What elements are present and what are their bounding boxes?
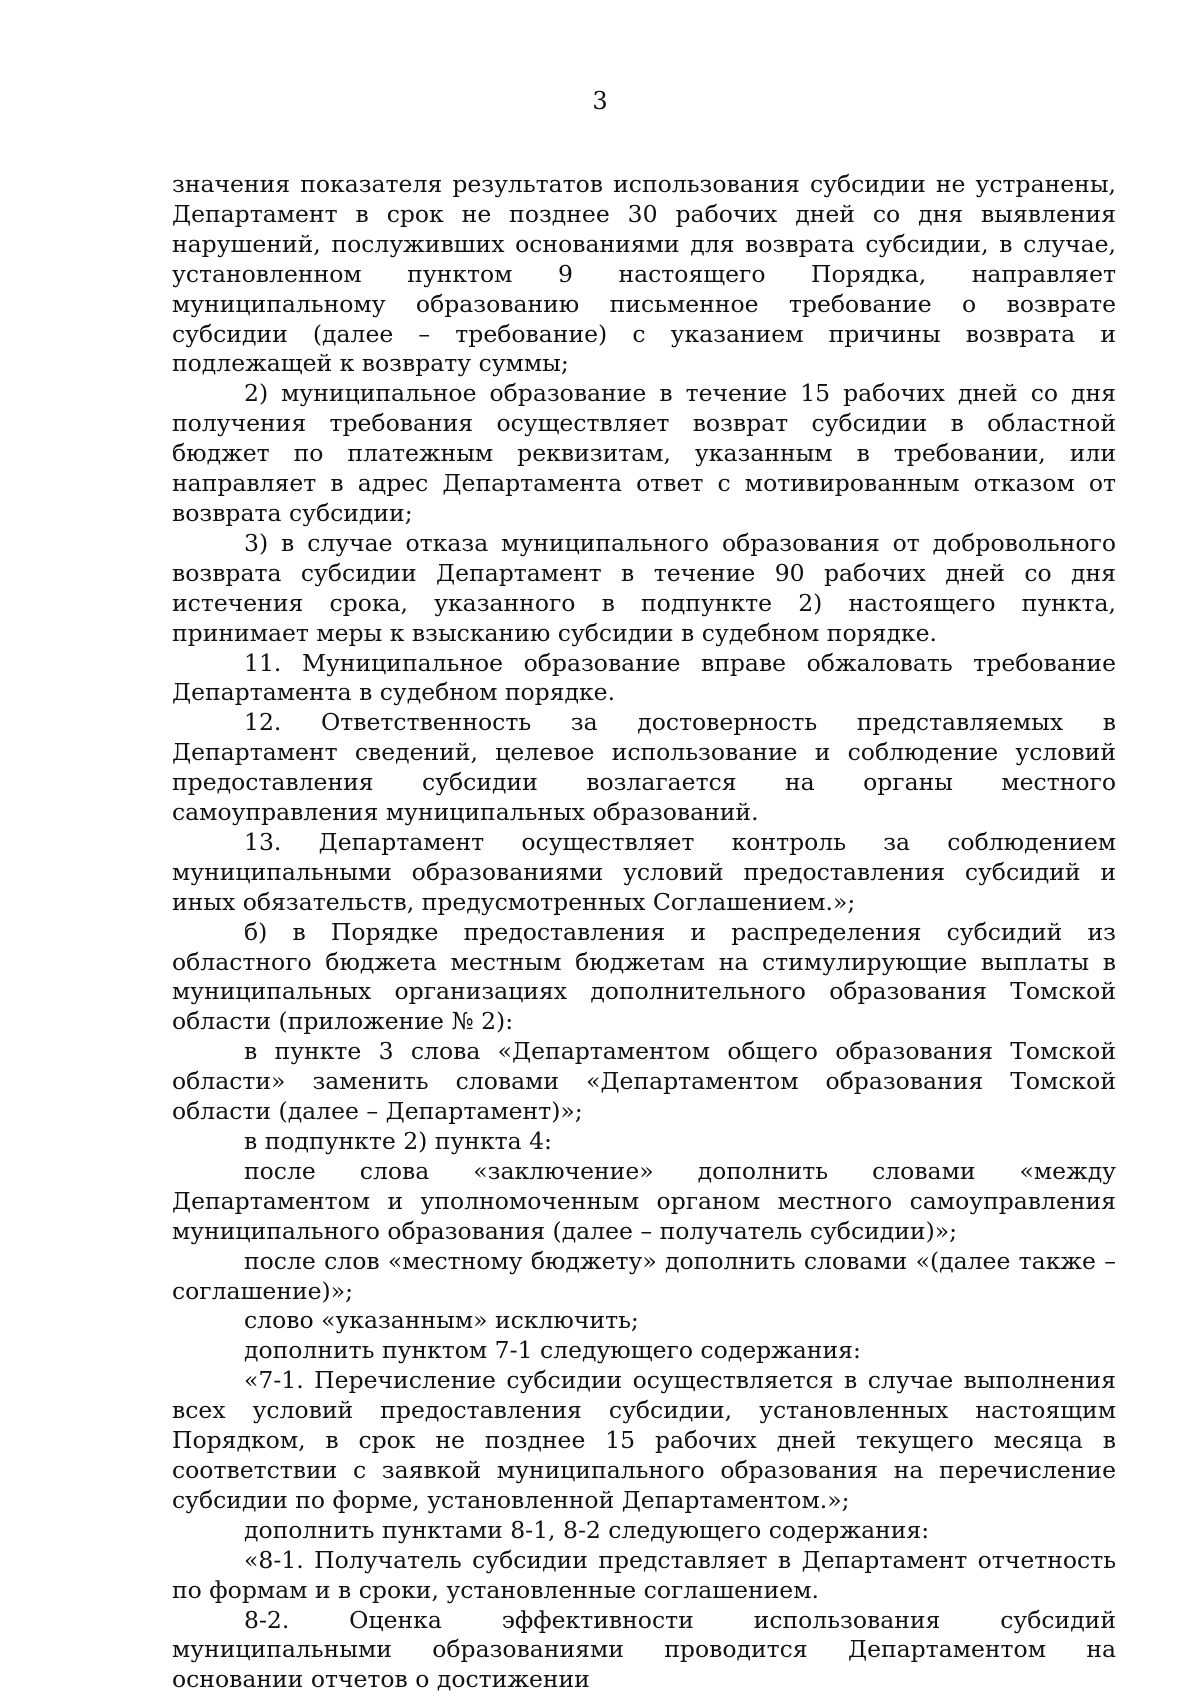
paragraph: после слова «заключение» дополнить словами «между Департаментом и уполномоченным органом местного самоуправления муниципального образования (далее – получатель субсидии)»;	[172, 1156, 1116, 1245]
document-body	[172, 170, 1116, 1695]
paragraph: 2) муниципальное образование в течение 15 рабочих дней со дня получения требования осуществляет возврат субсидии в областной бюджет по платежным реквизитам, указанным в требовании, или направляет в адрес Департамента ответ с мотивированным отказом от возврата субсидии;	[172, 379, 1116, 527]
paragraph: «8-1. Получатель субсидии представляет в Департамент отчетность по формам и в сроки, установленные соглашением.	[172, 1545, 1116, 1604]
paragraph: 11. Муниципальное образование вправе обжаловать требование Департамента в судебном порядке.	[172, 648, 1116, 707]
paragraph: значения показателя результатов использования субсидии не устранены, Департамент в срок не позднее 30 рабочих дней со дня выявления нарушений, послуживших основаниями для возврата субсидии, в случае, установленном пунктом 9 настоящего Порядка, направляет муниципальному образованию письменное требование о возврате субсидии (далее – требование) с указанием причины возврата и подлежащей к возврату суммы;	[172, 170, 1116, 378]
paragraph: «7-1. Перечисление субсидии осуществляется в случае выполнения всех условий предоставления субсидии, установленных настоящим Порядком, в срок не позднее 15 рабочих дней текущего месяца в соответствии с заявкой муниципального образования на перечисление субсидии по форме, установленной Департаментом.»;	[172, 1366, 1116, 1514]
paragraph: дополнить пунктом 7-1 следующего содержания:	[244, 1336, 861, 1365]
paragraph: дополнить пунктами 8-1, 8-2 следующего содержания:	[244, 1515, 930, 1544]
paragraph: 8-2. Оценка эффективности использования субсидий муниципальными образованиями проводится Департаментом на основании отчетов о достижении	[172, 1605, 1116, 1694]
paragraph: после слов «местному бюджету» дополнить словами «(далее также – соглашение)»;	[172, 1246, 1116, 1305]
paragraph: слово «указанным» исключить;	[244, 1306, 639, 1335]
paragraph: 12. Ответственность за достоверность представляемых в Департамент сведений, целевое использование и соблюдение условий предоставления субсидии возлагается на органы местного самоуправления муниципальных образований.	[172, 708, 1116, 827]
paragraph: в подпункте 2) пункта 4:	[244, 1127, 552, 1155]
paragraph: б) в Порядке предоставления и распределения субсидий из областного бюджета местным бюджетам на стимулирующие выплаты в муниципальных организациях дополнительного образования Томской области (приложение № 2):	[172, 917, 1116, 1036]
paragraph: 13. Департамент осуществляет контроль за соблюдением муниципальными образованиями условий предоставления субсидий и иных обязательств, предусмотренных Соглашением.»;	[172, 827, 1116, 916]
paragraph: в пункте 3 слова «Департаментом общего образования Томской области» заменить словами «Департаментом образования Томской области (далее – Департамент)»;	[172, 1037, 1116, 1126]
paragraph: 3) в случае отказа муниципального образования от добровольного возврата субсидии Департамент в течение 90 рабочих дней со дня истечения срока, указанного в подпункте 2) настоящего пункта, принимает меры к взысканию субсидии в судебном порядке.	[172, 528, 1116, 647]
page-number: 3	[592, 87, 608, 115]
